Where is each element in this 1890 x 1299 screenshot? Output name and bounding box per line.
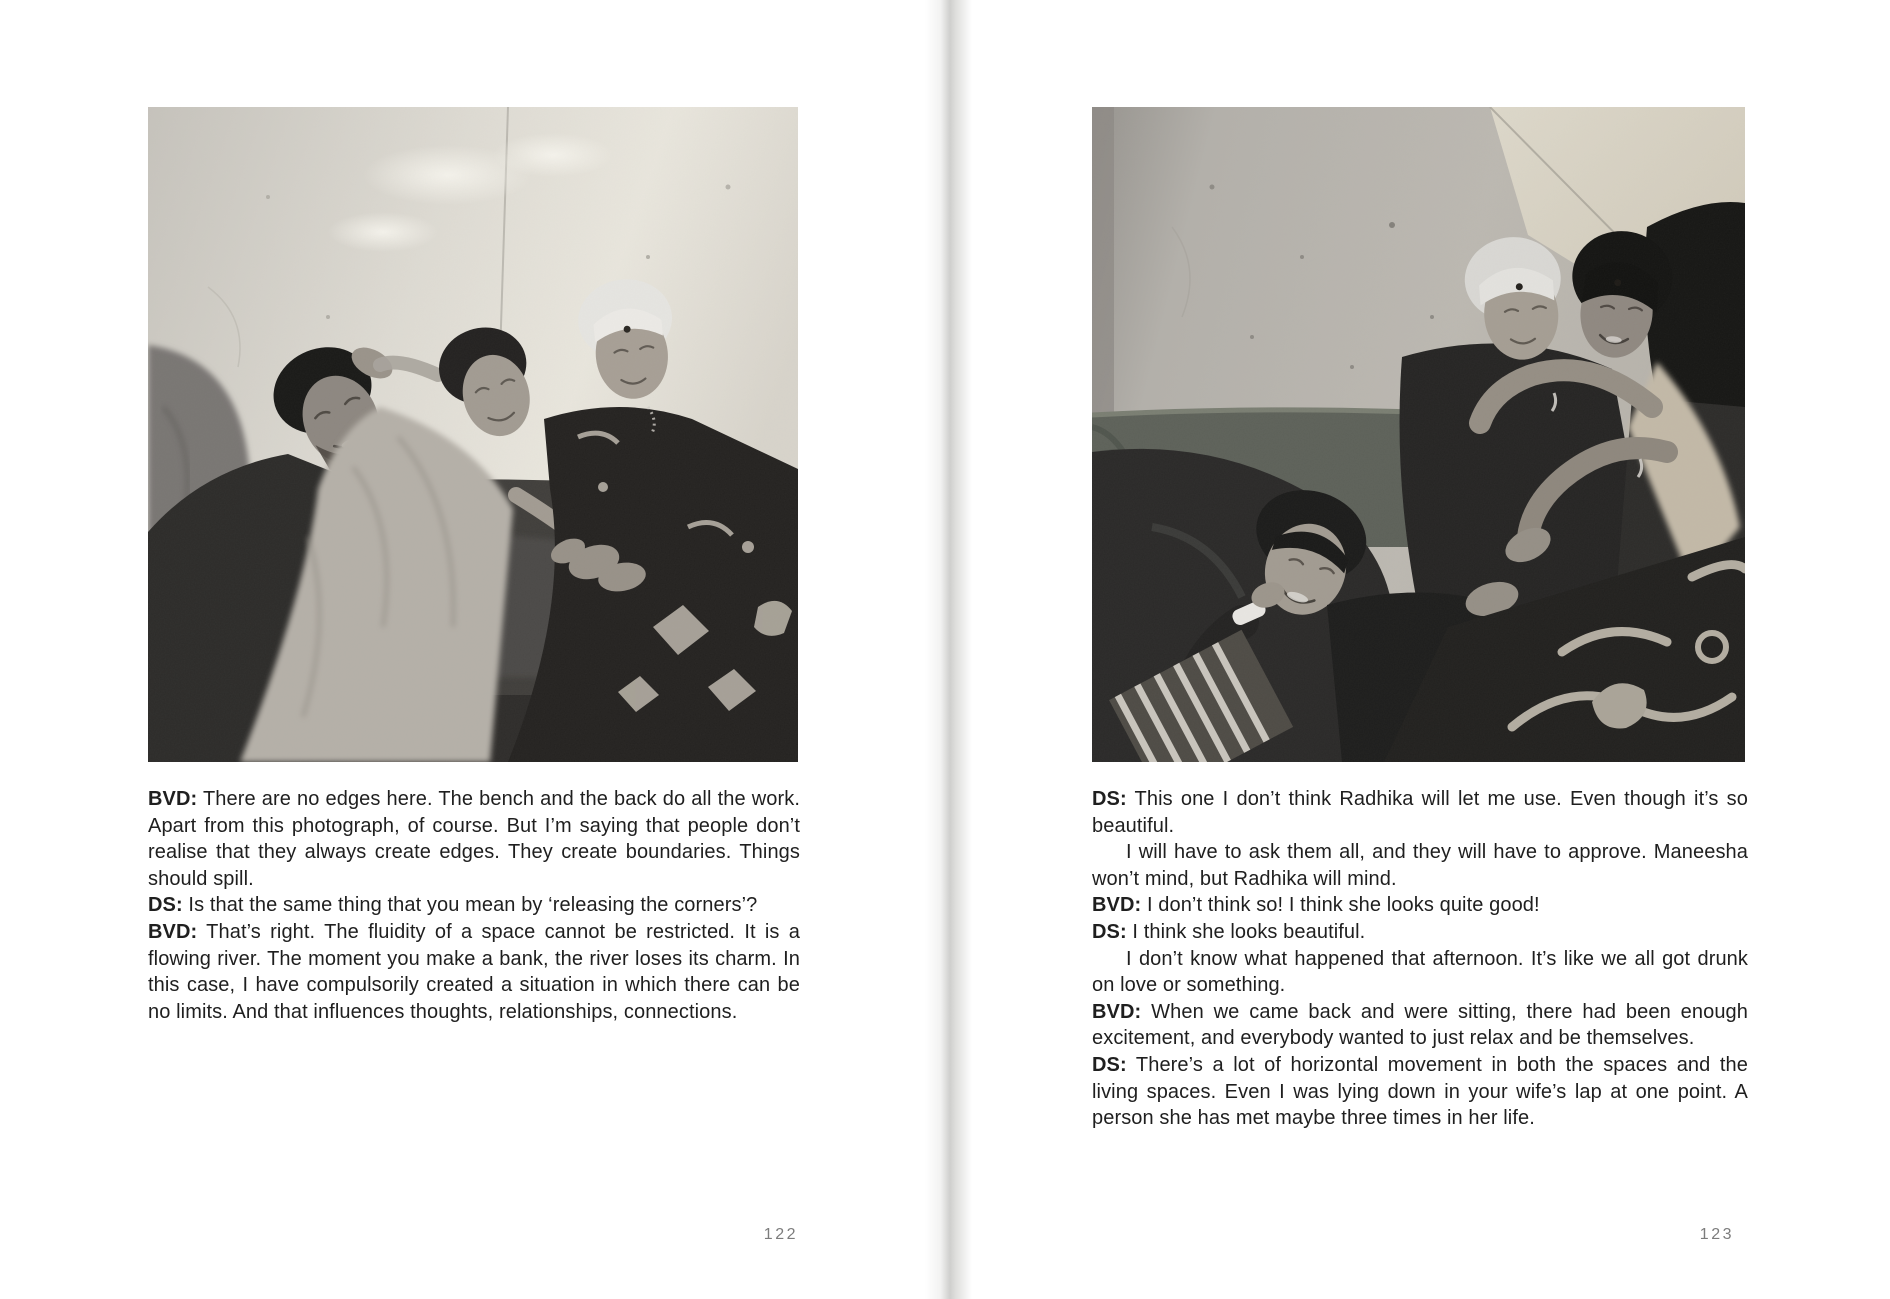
speaker-tag: DS:	[1092, 1053, 1127, 1076]
dialogue-paragraph: BVD: There are no edges here. The bench and the back do all the work. Apart from this photograph, of course. But I’m saying that people don’t realise that they always create edges. They create boundaries. Things should spill.	[148, 788, 800, 890]
dialogue-paragraph: DS: I think she looks beautiful.	[1092, 920, 1366, 943]
dialogue-paragraph: BVD: That’s right. The fluidity of a space cannot be restricted. It is a flowing river. The moment you make a bank, the river loses its charm. In this case, I have compulsorily created a situation in which there can be no limits. And that influences thoughts, relationships, connections.	[148, 920, 800, 1023]
right-page-number: 123	[1699, 1226, 1734, 1243]
speaker-tag: DS:	[148, 894, 183, 917]
speaker-tag: DS:	[1092, 788, 1127, 810]
left-photo-illustration	[148, 107, 798, 762]
dialogue-paragraph: DS: Is that the same thing that you mean by ‘releasing the corners’?	[148, 894, 758, 917]
speaker-tag: DS:	[1092, 920, 1127, 943]
speaker-tag: BVD:	[148, 788, 198, 810]
right-photo-illustration	[1092, 107, 1745, 762]
right-photo	[1092, 107, 1745, 762]
left-dialogue	[148, 786, 800, 1025]
speaker-tag: BVD:	[1092, 894, 1142, 917]
speaker-tag: BVD:	[1092, 1000, 1142, 1023]
speaker-tag: BVD:	[148, 920, 198, 943]
page-gutter	[925, 0, 977, 1299]
left-photo	[148, 107, 798, 762]
dialogue-paragraph: I will have to ask them all, and they will have to approve. Maneesha won’t mind, but Radhika will mind.	[1092, 841, 1748, 890]
dialogue-paragraph: BVD: I don’t think so! I think she looks quite good!	[1092, 894, 1540, 917]
dialogue-paragraph: BVD: When we came back and were sitting, there had been enough excitement, and everybody wanted to just relax and be themselves.	[1092, 1000, 1748, 1050]
dialogue-paragraph: DS: There’s a lot of horizontal movement in both the spaces and the living spaces. Even I was lying down in your wife’s lap at one point. A person she has met maybe three times in her life.	[1092, 1053, 1748, 1130]
left-page-number: 122	[763, 1226, 798, 1243]
right-dialogue	[1092, 786, 1748, 1132]
dialogue-paragraph: DS: This one I don’t think Radhika will let me use. Even though it’s so beautiful.	[1092, 788, 1748, 837]
dialogue-paragraph: I don’t know what happened that afternoon. It’s like we all got drunk on love or something.	[1092, 947, 1748, 997]
